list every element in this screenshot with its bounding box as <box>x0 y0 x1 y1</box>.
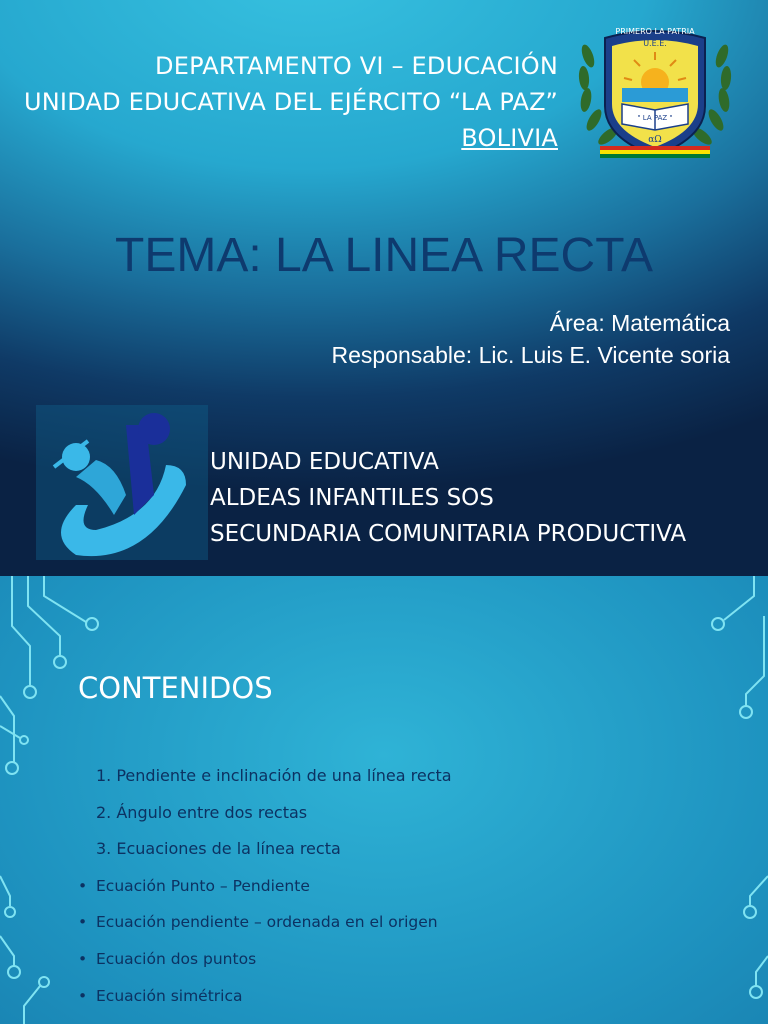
responsible-teacher: Responsable: Lic. Luis E. Vicente soria <box>331 342 730 368</box>
sos-logo-icon <box>36 405 208 560</box>
school-crest-icon <box>570 16 740 166</box>
list-item: 1. Pendiente e inclinación de una línea recta <box>96 766 452 785</box>
list-item: 3. Ecuaciones de la línea recta <box>96 839 341 859</box>
list-item: • Ecuación simétrica <box>78 986 243 1005</box>
header-country: BOLIVIA <box>461 124 558 152</box>
crest-book-text: " LA PAZ " <box>637 114 673 122</box>
list-item: • Ecuación pendiente – ordenada en el origen <box>78 913 438 932</box>
slide-title: TEMA: LA LINEA RECTA <box>115 229 653 282</box>
header-school: UNIDAD EDUCATIVA DEL EJÉRCITO “LA PAZ” <box>24 88 558 116</box>
list-item: • Ecuación dos puntos <box>78 949 257 968</box>
school-name-line3: SECUNDARIA COMUNITARIA PRODUCTIVA <box>210 521 687 547</box>
contents-slide <box>0 576 768 1024</box>
crest-symbols: αΩ <box>648 135 662 145</box>
header-department: DEPARTAMENTO VI – EDUCACIÓN <box>155 52 558 80</box>
crest-abbr: U.E.E. <box>643 39 667 48</box>
subject-area: Área: Matemática <box>549 310 730 336</box>
list-item: 2. Ángulo entre dos rectas <box>96 802 308 822</box>
school-name-line1: UNIDAD EDUCATIVA <box>210 449 439 475</box>
circuit-decoration-right <box>678 576 768 1024</box>
school-name-line2: ALDEAS INFANTILES SOS <box>210 485 494 511</box>
list-item: • Ecuación Punto – Pendiente <box>78 876 310 895</box>
crest-ribbon-text: PRIMERO LA PATRIA <box>615 27 695 36</box>
contents-heading: CONTENIDOS <box>78 671 273 705</box>
contents-list <box>78 766 452 1022</box>
